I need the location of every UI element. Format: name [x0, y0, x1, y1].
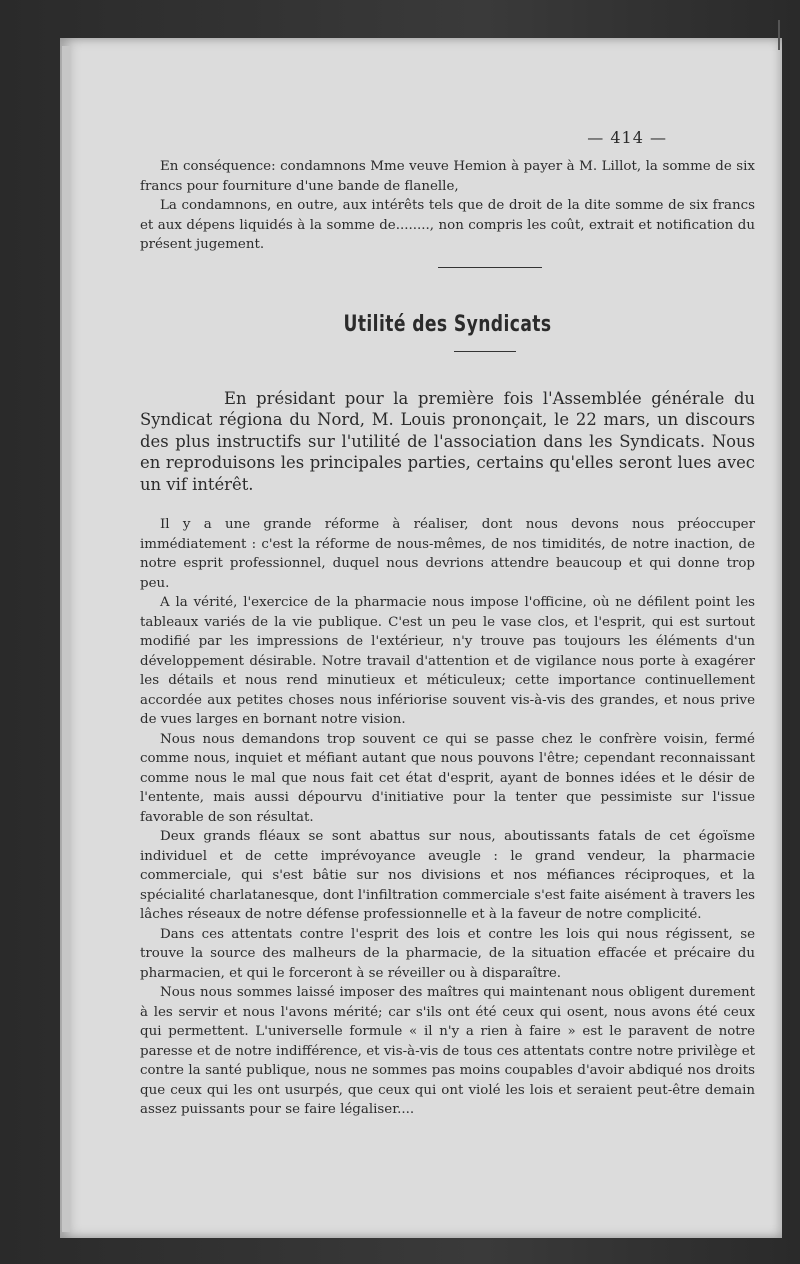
body-paragraph: Nous nous demandons trop souvent ce qui se passe chez le confrère voisin, fermé comme nous, inquiet et méfiant autant que nous pouvons l'être; cependant reconnaissant comme nous le mal que nous fait cet état d'esprit, ayant de bonnes idées et le désir de l'entente, mais aussi dépourvu d'initiative pour la tenter que pessimiste sur l'issue favorable de son résultat. — [140, 731, 755, 825]
page-content — [140, 128, 755, 1120]
title-underline — [454, 351, 516, 352]
judgment-paragraph-1: En conséquence: condamnons Mme veuve Hemion à payer à M. Lillot, la somme de six francs pour fourniture d'une bande de flanelle, — [140, 159, 755, 194]
body-paragraph: Dans ces attentats contre l'esprit des lois et contre les lois qui nous régissent, se trouve la source des malheurs de la pharmacie, de la situation effacée et précaire du pharmacien, et qui le forceront à se réveiller ou à disparaître. — [140, 926, 755, 981]
page-stack-edge — [62, 46, 70, 1232]
article-title: Utilité des Syndicats — [343, 311, 552, 337]
binding-mark — [778, 20, 794, 50]
body-paragraph: Deux grands fléaux se sont abattus sur nous, aboutissants fatals de cet égoïsme individuel et de cette imprévoyance aveugle : le grand vendeur, la pharmacie commerciale, qui s'est bâtie sur nos divisions et nos méfiances réciproques, et la spécialité charlatanesque, dont l'infiltration commerciale s'est faite aisément à travers les lâches réseaux de notre défense professionnelle et à la faveur de notre complicité. — [140, 829, 755, 922]
section-divider — [438, 267, 542, 268]
article-intro — [140, 388, 755, 496]
body-paragraph: A la vérité, l'exercice de la pharmacie nous impose l'officine, où ne défilent point les tableaux variés de la vie publique. C'est un peu le vase clos, et l'esprit, qui est surtout modifié par les impressions de l'extérieur, n'y trouve pas toujours les éléments d'un développement désirable. Notre travail d'attention et de vigilance nous porte à exagérer les détails et nous rend minutieux et méticuleux; cette importance continuellement accordée aux petites choses nous infériorise souvent vis-à-vis des grandes, et nous prive de vues larges en bornant notre vision. — [140, 595, 755, 727]
intro-paragraph: En présidant pour la première fois l'Assemblée générale du Syndicat régiona du Nord, M. Louis prononçait, le 22 mars, un discours des plus instructifs sur l'utilité de l'association dans les Syndicats. Nous en reproduisons les principales parties, certains qu'elles seront lues avec un vif intérêt. — [140, 388, 755, 494]
judgment-paragraph-2: La condamnons, en outre, aux intérêts tels que de droit de la dite somme de six francs et aux dépens liquidés à la somme de........, non compris les coût, extrait et notification du présent jugement. — [140, 198, 755, 252]
body-paragraph: Il y a une grande réforme à réaliser, dont nous devons nous préoccuper immédiatement : c'est la réforme de nous-mêmes, de nos timidités, de notre inaction, de notre esprit professionnel, duquel nous devrions attendre beaucoup et qui donne trop peu. — [140, 517, 755, 591]
article-body — [140, 515, 755, 1120]
body-paragraph: Nous nous sommes laissé imposer des maîtres qui maintenant nous obligent durement à les servir et nous l'avons mérité; car s'ils ont été ceux qui osent, nous avons été ceux qui permettent. L'universelle formule « il n'y a rien à faire » est le paravent de notre paresse et de notre indifférence, et vis-à-vis de tous ces attentats contre notre privilège et contre la santé publique, nous ne sommes pas moins coupables d'avoir abdiqué nos droits que ceux qui les ont usurpés, que ceux qui ont violé les lois et seraient peut-être demain assez puissants pour se faire légaliser.... — [140, 985, 755, 1117]
page-number: — 414 — — [587, 128, 667, 147]
